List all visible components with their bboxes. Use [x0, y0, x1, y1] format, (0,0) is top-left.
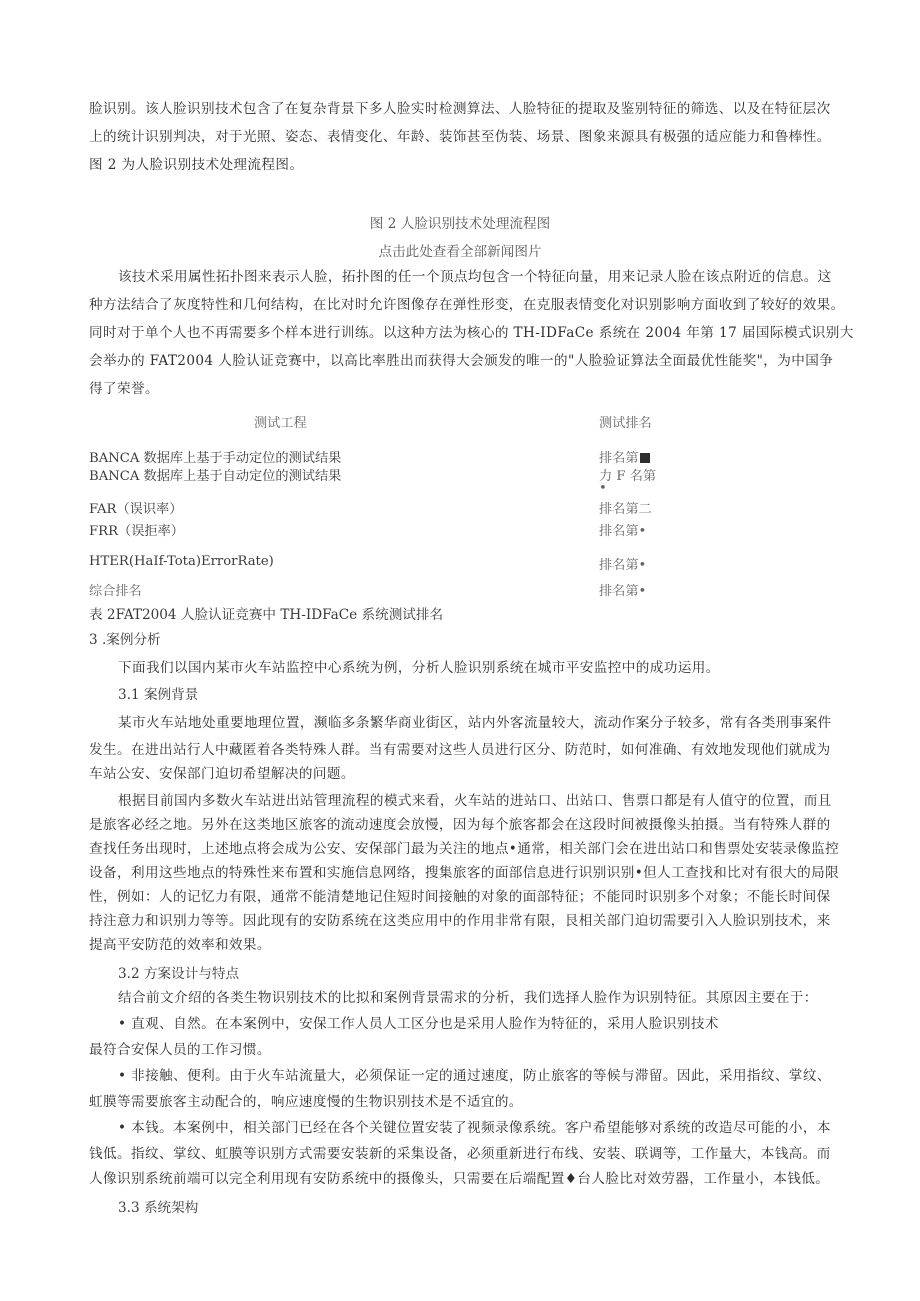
- table-row-2-rank: 力 F 名第: [599, 469, 657, 484]
- table-header-rank: 测试排名: [599, 416, 652, 431]
- s31-p2-line-7: 提高平安防范的效率和效果。: [89, 937, 271, 953]
- s32-bullet-2-line-2: 虹膜等需要旅客主动配合的，响应速度慢的生物识别技术是不适宜的。: [89, 1094, 523, 1110]
- s32-bullet-3-line-3: 人像识别系统前端可以完全利用现有安防系统中的摄像头，只需要在后端配置♦台人脸比对效劳器，工作量小，本钱低。: [89, 1171, 830, 1187]
- s32-bullet-1-line-2: 最符合安保人员的工作习惯。: [89, 1042, 271, 1058]
- table-row-1-rank: 排名第: [599, 447, 650, 466]
- s32-bullet-2-line-1: • 非接触、便利。由于火车站流量大，必须保证一定的通过速度，防止旅客的等候与滞留。因此，采用指纹、掌纹、: [118, 1068, 831, 1084]
- tech-line-1: 该技术采用属性拓扑图来表示人脸，拓扑图的任一个顶点均包含一个特征向量，用来记录人脸在该点附近的信息。这: [118, 269, 832, 285]
- s32-bullet-3-line-2: 钱低。指纹、掌纹、虹膜等识别方式需要安装新的采集设备，必须重新进行布线、安装、联调等，工作量大，本钱高。而: [89, 1146, 831, 1162]
- filled-square-icon: [640, 453, 650, 463]
- s31-p2-line-6: 持注意力和识别力等等。因此现有的安防系统在这类应用中的作用非常有限，艮相关部门迫切需要引入人脸识别技术，来: [89, 913, 831, 929]
- s31-p2-line-2: 是旅客必经之地。另外在这类地区旅客的流动速度会放慢，因为每个旅客都会在这段时间被摄像头拍摄。当有特殊人群的: [89, 817, 831, 833]
- s32-bullet-1-line-1: • 直观、自然。在本案例中，安保工作人员人工区分也是采用人脸作为特征的，采用人脸识别技术: [118, 1016, 719, 1032]
- s31-p2-line-3: 查找任务出现时，上述地点将会成为公安、安保部门最为关注的地点•通常，相关部门会在进出站口和售票处安装录像监控: [89, 841, 840, 857]
- figure-caption: 图 2 人脸识别技术处理流程图: [369, 216, 551, 232]
- s31-p2-line-1: 根据目前国内多数火车站进出站管理流程的模式来看，火车站的进站口、出站口、售票口都是有人值守的位置，而且: [118, 793, 832, 809]
- s31-p1-line-2: 发生。在进出站行人中藏匿着各类特殊人群。当有需要对这些人员进行区分、防范时，如何准确、有效地发现他们就成为: [89, 742, 831, 758]
- section-3-2-heading: 3.2 方案设计与特点: [118, 966, 240, 982]
- table-row-3-rank: 排名第二: [599, 502, 652, 517]
- table-row-6-rank: 排名第•: [599, 584, 647, 599]
- table-row-3-item: FAR（误识率）: [89, 502, 183, 517]
- figure-link[interactable]: 点击此处查看全部新闻图片: [378, 244, 542, 260]
- s31-p1-line-1: 某市火车站地处重要地理位置，濒临多条繁华商业街区，站内外客流量较大，流动作案分子较多，常有各类刑事案件: [118, 715, 832, 731]
- table-row-5-rank: 排名第•: [599, 558, 647, 573]
- section-3-3-heading: 3.3 系统架构: [118, 1200, 199, 1216]
- table-row-4-item: FRR（误拒率）: [89, 524, 184, 539]
- table-row-2-rank-cont: •: [599, 481, 607, 496]
- s31-p1-line-3: 车站公安、安保部门迫切希望解决的问题。: [89, 766, 355, 782]
- intro-line-2: 上的统计识别判决，对于光照、姿态、表情变化、年龄、装饰甚至伪装、场景、图象来源具有极强的适应能力和鲁棒性。: [89, 129, 831, 145]
- tech-line-3: 同时对于单个人也不再需要多个样本进行训练。以这种方法为核心的 TH-IDFaCe 系统在 2004 年第 17 届国际模式识别大: [89, 325, 854, 341]
- table-header-item: 测试工程: [254, 416, 307, 431]
- section-3-1-heading: 3.1 案例背景: [118, 687, 199, 703]
- table-row-1-item: BANCA 数据库上基于手动定位的测试结果: [89, 451, 342, 466]
- table-row-5-item: HTER(HaIf-Tota)ErrorRate): [89, 554, 274, 569]
- tech-line-2: 种方法结合了灰度特性和几何结构，在比对时允许图像存在弹性形变，在克服表情变化对识别影响方面收到了较好的效果。: [89, 297, 845, 313]
- section-3-intro: 下面我们以国内某市火车站监控中心系统为例，分析人脸识别系统在城市平安监控中的成功运用。: [118, 660, 720, 676]
- intro-line-3: 图 2 为人脸识别技术处理流程图。: [89, 157, 304, 173]
- section-3-heading: 3 .案例分析: [89, 632, 161, 648]
- table-row-6-item: 综合排名: [89, 584, 142, 599]
- intro-line-1: 脸识别。该人脸识别技术包含了在复杂背景下多人脸实时检测算法、人脸特征的提取及鉴别特征的筛选、以及在特征层次: [89, 101, 831, 117]
- table-row-2-item: BANCA 数据库上基于自动定位的测试结果: [89, 469, 342, 484]
- s32-intro: 结合前文介绍的各类生物识别技术的比拟和案例背景需求的分析，我们选择人脸作为识别特征。其原因主要在于：: [118, 990, 818, 1006]
- table-row-4-rank: 排名第•: [599, 524, 647, 539]
- tech-line-4: 会举办的 FAT2004 人脸认证竞赛中，以高比率胜出而获得大会颁发的唯一的"人脸验证算法全面最优性能奖"，为中国争: [89, 353, 834, 369]
- table-caption: 表 2FAT2004 人脸认证竞赛中 TH-IDFaCe 系统测试排名: [89, 607, 444, 623]
- s31-p2-line-4: 设备，利用这些地点的特殊性来布置和实施信息网络，搜集旅客的面部信息进行识别识别•但人工查找和比对有很大的局限: [89, 865, 840, 881]
- s32-bullet-3-line-1: • 本钱。本案例中，相关部门已经在各个关键位置安装了视频录像系统。客户希望能够对系统的改造尽可能的小，本: [118, 1120, 831, 1136]
- s31-p2-line-5: 性，例如：人的记忆力有限，通常不能清楚地记住短时间接触的对象的面部特征；不能同时识别多个对象；不能长时间保: [89, 889, 831, 905]
- tech-line-5: 得了荣誉。: [89, 381, 159, 397]
